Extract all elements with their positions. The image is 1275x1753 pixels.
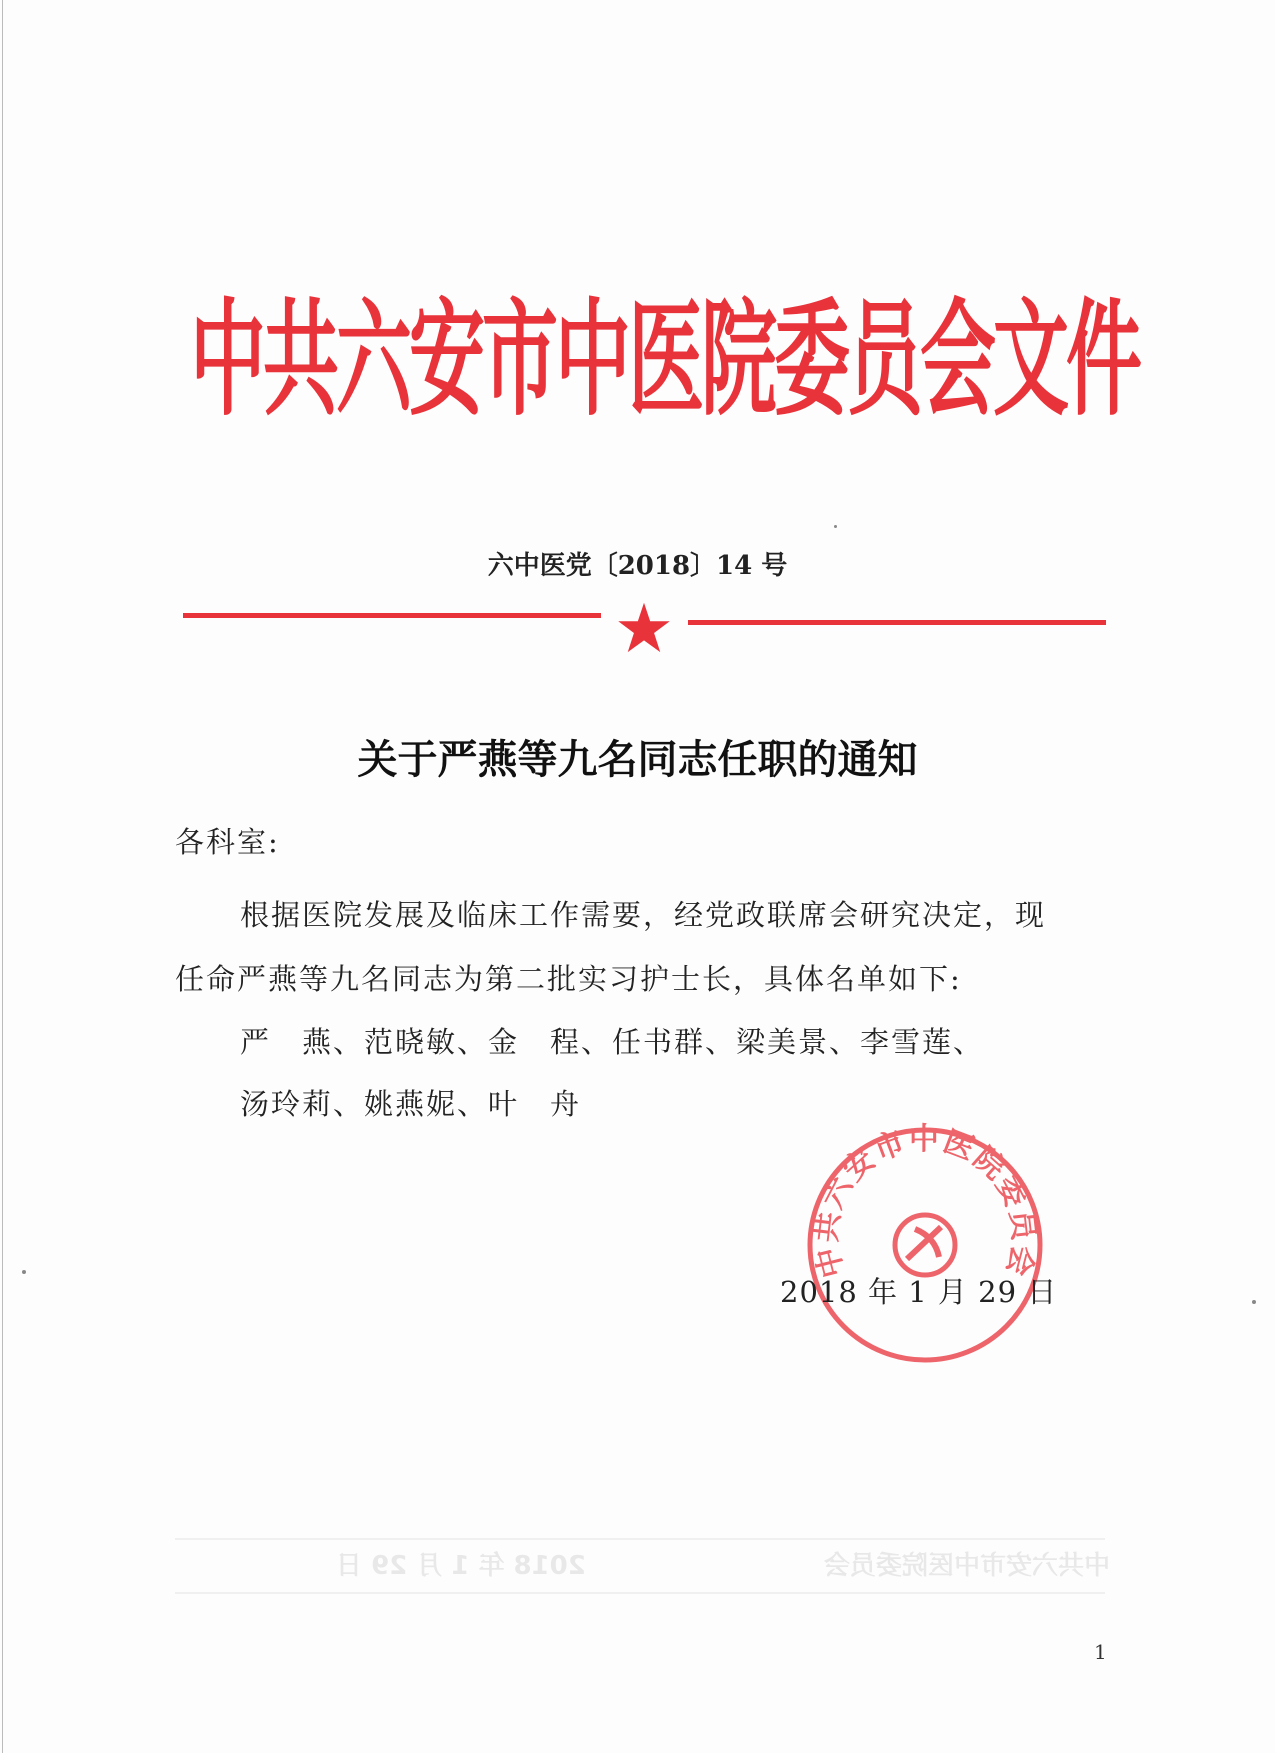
page-number: 1 [1094, 1640, 1107, 1664]
notice-title: 关于严燕等九名同志任职的通知 [357, 737, 918, 783]
party-emblem-icon [895, 1215, 955, 1275]
bleed-through-footer [290, 1545, 1110, 1585]
salutation: 各科室: [175, 825, 280, 859]
document-number: 六中医党〔2018〕14 号 [487, 551, 788, 581]
scan-edge [2, 0, 3, 1753]
scan-speck [1252, 1300, 1256, 1304]
masthead-title: 中共六安市中医院委员会文件 [190, 285, 1139, 433]
red-rule-right [688, 620, 1106, 625]
svg-text:中共六安市中医院委员会 [809, 1122, 1041, 1281]
seal-text: 中共六安市中医院委员会 [808, 1122, 1042, 1282]
scan-speck [22, 1270, 26, 1274]
official-seal [800, 1120, 1050, 1370]
ghost-footer-left: 中共六安市中医院委员会 [823, 1551, 1110, 1581]
ghost-rule-bottom [175, 1592, 1105, 1594]
ghost-rule-top [175, 1538, 1105, 1540]
red-rule-left [183, 613, 601, 618]
red-star-icon [616, 600, 672, 656]
ghost-footer-right: 2018 年 1 月 29 日 [335, 1551, 586, 1581]
signature-date: 2018 年 1 月 29 日 [780, 1275, 1058, 1309]
names-line-2: 汤玲莉、姚燕妮、叶 舟 [240, 1087, 582, 1121]
names-line-1: 严 燕、范晓敏、金 程、任书群、梁美景、李雪莲、 [240, 1025, 985, 1059]
paragraph-line-2: 任命严燕等九名同志为第二批实习护士长，具体名单如下: [175, 962, 962, 996]
paragraph-line-1: 根据医院发展及临床工作需要，经党政联席会研究决定，现 [240, 898, 1047, 932]
scan-speck [834, 525, 837, 528]
